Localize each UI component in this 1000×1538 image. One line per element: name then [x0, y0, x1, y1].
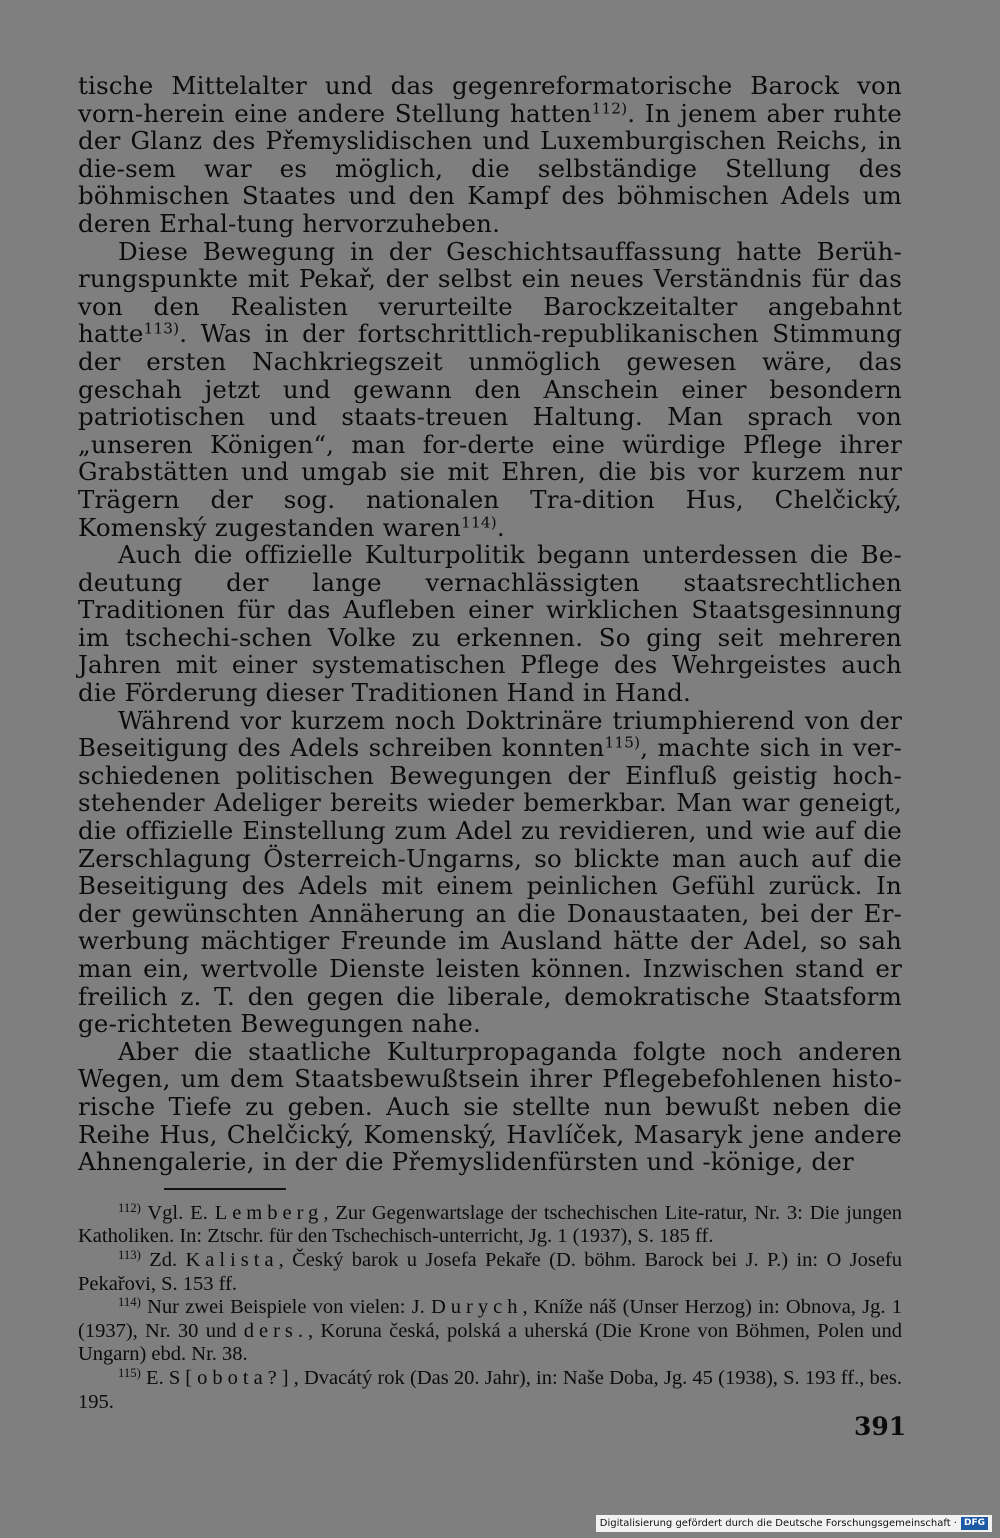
text-run: Auch die offizielle Kulturpolitik begann unterdessen die Be-deutung der lange vernachlässigten staatsrechtlichen Traditionen für das Aufleben einer wirklichen Staatsgesinnung im tschechi-schen Volke zu erkennen. So ging seit mehreren Jahren mit einer systematischen Pflege des Wehrgeistes auch die Förderung dieser Traditionen Hand in Hand.: [78, 540, 902, 708]
author-name: S[obota?]: [168, 1366, 294, 1389]
text-run: tische Mittelalter und das gegenreformatorische Barock von vorn-herein eine andere Stellung hatten: [78, 71, 902, 128]
paragraph-4: [78, 707, 902, 1038]
footnote-number: 112): [118, 1200, 141, 1215]
footnote-115: [78, 1367, 902, 1414]
footnote-text: Vgl. E.: [147, 1201, 215, 1224]
footnote-number: 115): [118, 1365, 141, 1380]
footnote-114: [78, 1296, 902, 1367]
text-run: . In jenem aber ruhte der Glanz des Přemyslidischen und Luxemburgischen Reichs, in die-sem war es möglich, die selbständige Stellung des böhmischen Staates und den Kampf des böhmischen Adels um deren Erhal-tung hervorzuheben.: [78, 98, 902, 238]
footnote-text: Zd.: [149, 1248, 186, 1271]
text-run: Diese Bewegung in der Geschichtsauffassung hatte Berüh-rungspunkte mit Pekař, der selbst ein neues Verständnis für das von den Realisten verurteilte Barockzeitalter angebahnt hatte: [78, 236, 902, 349]
text-run: , machte sich in ver-schiedenen politischen Bewegungen der Einfluß geistig hoch-stehender Adeliger bereits wieder bemerkbar. Man war geneigt, die offizielle Einstellung zum Adel zu revidieren, und wie auf die Zerschlagung Österreich-Ungarns, so blickte man auch auf die Beseitigung des Adels mit einem peinlichen Gefühl zurück. In der gewünschten Annäherung an die Donaustaaten, bei der Er-werbung mächtiger Freunde im Ausland hätte der Adel, so sah man ein, wertvolle Dienste leisten können. Inzwischen stand er freilich z. T. den gegen die liberale, demokratische Staatsform ge-richteten Bewegungen nahe.: [78, 733, 902, 1039]
footnote-number: 113): [118, 1247, 141, 1262]
page: [78, 72, 902, 1414]
footnote-text: , Koruna česká, polská a uherská (Die Krone von Böhmen, Polen und Ungarn) ebd. Nr. 38.: [78, 1319, 902, 1366]
footnote-text: , Dvacátý rok (Das 20. Jahr), in: Naše Doba, Jg. 45 (1938), S. 193 ff., bes. 195.: [78, 1366, 902, 1413]
page-number: 391: [854, 1412, 907, 1441]
footnote-ref-113[interactable]: 113): [143, 320, 180, 338]
text-run: Aber die staatliche Kulturpropaganda folgte noch anderen Wegen, um dem Staatsbewußtsein ihrer Pflegebefohlenen histo-rische Tiefe zu geben. Auch sie stellte nun bewußt neben die Reihe Hus, Chelčický, Komenský, Havlíček, Masaryk jene andere Ahnengalerie, in der die Přemyslidenfürsten und -könige, der: [78, 1036, 902, 1177]
footnote-text: E.: [146, 1366, 169, 1389]
paragraph-3: [78, 541, 902, 707]
footnote-text: Nur zwei Beispiele von vielen: J.: [147, 1296, 431, 1319]
digitization-credit: [596, 1515, 992, 1532]
footnote-number: 114): [118, 1295, 141, 1310]
footnote-divider: [164, 1188, 286, 1190]
dfg-logo: DFG: [961, 1517, 988, 1530]
text-run: Während vor kurzem noch Doktrinäre triumphierend von der Beseitigung des Adels schreiben konnten: [78, 705, 902, 763]
footnote-113: [78, 1249, 902, 1296]
footnote-ref-114[interactable]: 114): [461, 513, 497, 532]
paragraph-2: [78, 238, 902, 542]
text-run: .: [496, 512, 505, 542]
author-name: ders.: [243, 1319, 308, 1342]
footnote-112: [78, 1202, 902, 1249]
author-name: Lemberg: [214, 1201, 324, 1224]
footnote-text: , Zur Gegenwartslage der tschechischen Lite-ratur, Nr. 3: Die jungen Katholiken. In: Ztschr. für den Tschechisch-unterricht, Jg. 1 (1937), S. 185 ff.: [78, 1201, 902, 1248]
text-run: . Was in der fortschrittlich-republikanischen Stimmung der ersten Nachkriegszeit unmöglich gewesen wäre, das geschah jetzt und gewann den Anschein einer besondern patriotischen und staats-treuen Haltung. Man sprach von „unseren Königen“, man for-derte eine würdige Pflege ihrer Grabstätten und umgab sie mit Ehren, die bis vor kurzem nur Trägern der sog. nationalen Tra-dition Hus, Chelčický, Komenský zugestanden waren: [78, 319, 902, 542]
paragraph-5: [78, 1038, 902, 1176]
footnote-text: , Český barok u Josefa Pekaře (D. böhm. Barock bei J. P.) in: O Josefu Pekařovi, S. 153 ff.: [78, 1248, 903, 1295]
footnotes: [78, 1202, 902, 1414]
author-name: Durych: [431, 1296, 523, 1319]
main-text: [78, 72, 902, 1176]
footnote-text: , Kníže náš (Unser Herzog) in: Obnova, Jg. 1 (1937), Nr. 30 und: [78, 1296, 902, 1342]
paragraph-1: [78, 72, 902, 238]
footnote-ref-112[interactable]: 112): [591, 99, 628, 118]
footnote-ref-115[interactable]: 115): [604, 733, 641, 752]
credit-text: Digitalisierung gefördert durch die Deutsche Forschungsgemeinschaft ·: [599, 1518, 957, 1529]
author-name: Kalista: [185, 1248, 279, 1271]
